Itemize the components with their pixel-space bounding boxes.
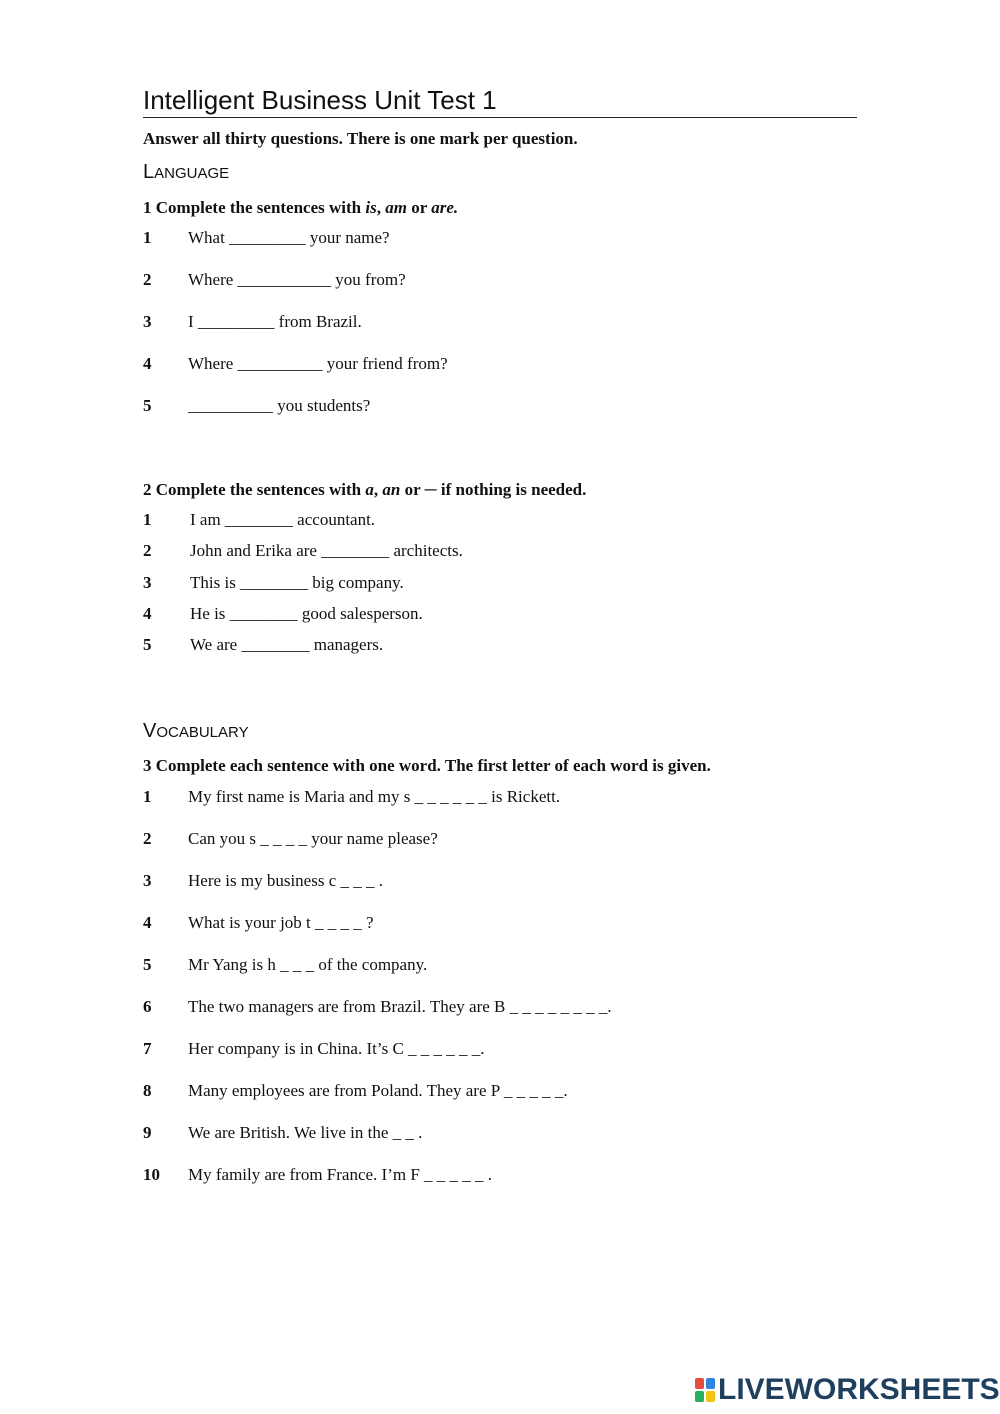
liveworksheets-logo-icon [694,1377,716,1403]
item-sentence: We are British. We live in the _ _ . [188,1123,423,1142]
page-title: Intelligent Business Unit Test 1 [143,84,857,118]
item-sentence: What _________ your name? [188,228,390,247]
item-number: 2 [143,541,152,561]
item-number: 6 [143,997,152,1016]
item-number: 5 [143,955,152,974]
item-number: 1 [143,228,152,247]
task-3-instruction: 3 Complete each sentence with one word. The first letter of each word is given. [143,756,711,775]
item-sentence: __________ you students? [188,396,371,415]
item-number: 3 [143,871,152,890]
item-number: 8 [143,1081,152,1100]
task-2-instruction: 2 Complete the sentences with a, an or ─ if nothing is needed. [143,480,587,499]
item-sentence: Her company is in China. It’s C _ _ _ _ _ _. [188,1039,485,1058]
item-sentence: John and Erika are ________ architects. [190,541,463,561]
task-1-instruction: 1 Complete the sentences with is, am or are. [143,198,459,217]
item-number: 4 [143,354,152,373]
item-number: 1 [143,787,152,806]
item-sentence: I am ________ accountant. [190,510,376,529]
item-number: 1 [143,510,152,529]
item-number: 7 [143,1039,152,1058]
item-sentence: My family are from France. I’m F _ _ _ _ _ . [188,1165,493,1184]
item-sentence: Here is my business c _ _ _ . [188,871,384,890]
liveworksheets-logo [694,1373,1000,1407]
section-heading-language: LANGUAGE [143,161,230,183]
item-sentence: Where ___________ you from? [188,270,406,289]
general-instructions: Answer all thirty questions. There is one mark per question. [143,129,578,148]
item-sentence: This is ________ big company. [190,572,404,592]
item-sentence: What is your job t _ _ _ _ ? [188,913,374,932]
item-sentence: I _________ from Brazil. [188,312,362,331]
item-sentence: We are ________ managers. [190,635,384,655]
item-number: 4 [143,913,152,932]
item-sentence: Mr Yang is h _ _ _ of the company. [188,955,428,974]
item-number: 2 [143,829,152,848]
item-sentence: He is ________ good salesperson. [190,603,423,623]
item-number: 2 [143,270,152,289]
item-sentence: Where __________ your friend from? [188,354,448,373]
item-number: 5 [143,396,152,415]
item-number: 9 [143,1123,152,1142]
item-sentence: My first name is Maria and my s _ _ _ _ _ _ is Rickett. [188,787,561,806]
item-sentence: Many employees are from Poland. They are P _ _ _ _ _. [188,1081,568,1100]
item-number: 10 [143,1165,160,1184]
item-sentence: Can you s _ _ _ _ your name please? [188,829,438,848]
item-number: 4 [143,603,152,623]
item-number: 3 [143,312,152,331]
item-number: 5 [143,635,152,655]
item-sentence: The two managers are from Brazil. They are B _ _ _ _ _ _ _ _. [188,997,612,1016]
item-number: 3 [143,572,152,592]
logo-text: LIVEWORKSHEETS [718,1373,1000,1406]
section-heading-vocabulary: VOCABULARY [143,720,249,742]
